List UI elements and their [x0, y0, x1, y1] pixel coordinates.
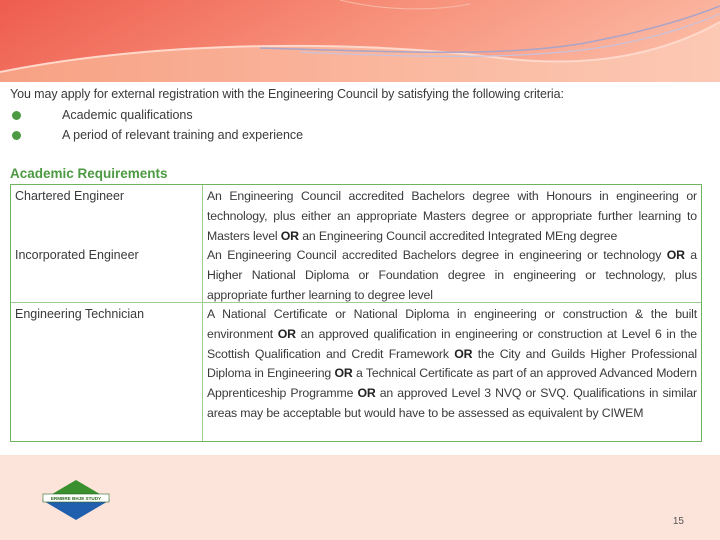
page-number: 15 [672, 516, 684, 527]
organization-logo [40, 478, 112, 527]
slide-header-decoration [0, 0, 720, 82]
table-cell-role: Chartered Engineer [15, 189, 125, 203]
table-cell-description: An Engineering Council accredited Bachelors degree in engineering or technology OR a Higher National Diploma or Foundation degree in engineering or technology, plus appropriate further learning to degree level [207, 248, 697, 302]
table-cell-role: Incorporated Engineer [15, 248, 139, 262]
or-keyword: OR [334, 366, 353, 381]
or-keyword: OR [280, 228, 299, 243]
logo-banner-text: ERMBRE BHJE STUDY [50, 496, 102, 502]
bullet-icon [12, 131, 21, 140]
table-divider [202, 185, 203, 441]
section-heading: Academic Requirements [10, 166, 168, 181]
or-keyword: OR [357, 386, 376, 401]
table-cell-description: A National Certificate or National Diploma in engineering or construction & the built environment OR an approved qualification in engineering or construction at Level 6 in the Scottish Qualification and Credit Framework OR the City and Guilds Higher Professional Diploma in Engineering OR a Technical Certificate as part of an approved Advanced Modern Apprenticeship Programme OR an approved Level 3 NVQ or SVQ. Qualifications in similar areas may be acceptable but would have to be assessed as equivalent by CIWEM [207, 307, 698, 420]
or-keyword: OR [277, 326, 296, 341]
criteria-label: A period of relevant training and experience [62, 128, 304, 142]
content-panel [0, 82, 720, 455]
logo-blue-triangle [42, 500, 110, 520]
criteria-label: Academic qualifications [62, 108, 193, 122]
table-cell-description: An Engineering Council accredited Bachelors degree with Honours in engineering or technology, plus either an appropriate Masters degree or appropriate further learning to Masters level OR an Engineering Council accredited Integrated MEng degree [207, 189, 697, 243]
or-keyword: OR [454, 346, 473, 361]
intro-text: You may apply for external registration with the Engineering Council by satisfying the following criteria: [10, 87, 564, 101]
requirements-table [10, 184, 702, 442]
bullet-icon [12, 111, 21, 120]
table-cell-role: Engineering Technician [15, 307, 145, 321]
or-keyword: OR [666, 248, 685, 262]
